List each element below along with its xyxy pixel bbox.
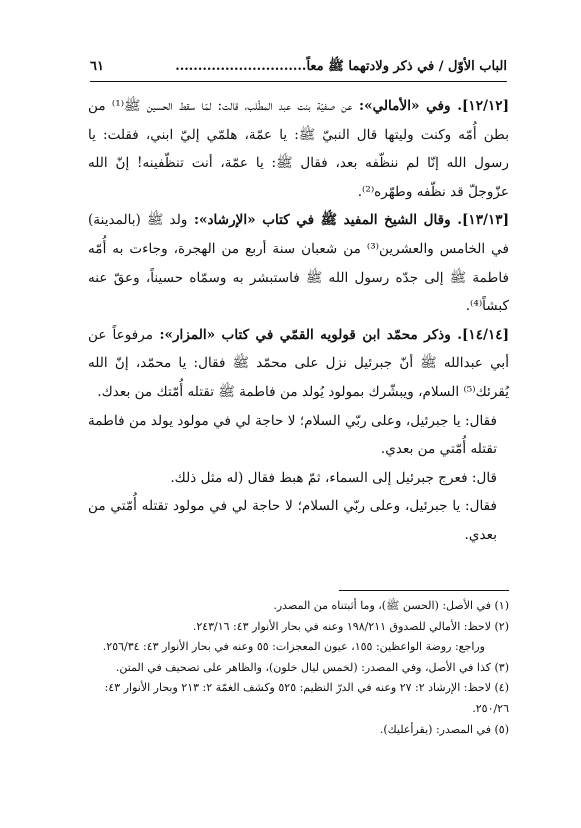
- paragraph-body: فقال: يا جبرئيل، وعلى ربّي السلام؛ لا حاجة لي في مولود يولد من فاطمة تقتله أُمّتي من بعدي.: [88, 412, 497, 458]
- main-text: [88, 92, 509, 550]
- paragraph-body: قال: فعرج جبرئيل إلى السماء، ثمّ هبط فقال (له مثل ذلك.: [170, 469, 497, 486]
- paragraph-12: [88, 92, 509, 206]
- footnote: (٢) لاحظ: الأمالي للصدوق ١٩٨/٢١١ وعنه في بحار الأنوار ٤٣: ٢٤٣/١٦.: [192, 619, 509, 633]
- footnote: (٣) كذا في الأصل، وفي المصدر: (لخمس ليال خلون)، والظاهر على تصحيف في المتن.: [115, 660, 509, 674]
- footnotes: [70, 596, 509, 740]
- running-header: [90, 58, 507, 82]
- footnote: (١) في الأصل: (الحسن ﷺ)، وما أثبتناه من المصدر.: [273, 599, 509, 612]
- footnote: (٤) لاحظ: الإرشاد ٢: ٢٧ وعنه في الدرّ النظيم: ٥٢٥ وكشف الغمّة ٢: ٢١٣ وبحار الأنوار ٤٣: ٢٥٠/٢٦.: [104, 681, 509, 715]
- paragraph-body: عن صفيّة بنت عبد المطّلب، قالت: لمّا سقط الحسين ﷺ⁽¹⁾ من بطن أُمّه وكنت وليتها قال النبيّ ﷺ: يا عمّة، هلمّي إليّ ابني، فقلت: يا رسول الله إنّا لم ننظّفه بعد، فقال ﷺ: يا عمّة، أنت تنظّفينه! إنّ الله عزّوجلّ قد نظّفه وطهّره⁽²⁾.: [88, 98, 509, 200]
- paragraph-14: [88, 321, 509, 407]
- paragraph-body: مرفوعاً عن أبي عبدالله ﷺ أنّ جبرئيل نزل على محمّد ﷺ فقال: يا محمّد، إنّ الله يُقرئك⁽⁵⁾ السلام، ويبشّرك بمولود يُولد من فاطمة ﷺ تقتله أُمّتك من بعدك.: [88, 326, 509, 400]
- paragraph-lead: [١٢/١٢]. وفي «الأمالي»:: [352, 98, 509, 114]
- paragraph-body: ولد ﷺ (بالمدينة) في الخامس والعشرين⁽³⁾ من شعبان سنة أربع من الهجرة، وجاءت به أُمّه فاطمة ﷺ إلى جدّه رسول الله ﷺ فاستبشر به وسمّاه حسيناً، وعقّ عنه كبشاً⁽⁴⁾.: [88, 212, 509, 315]
- page-number: ٦١: [90, 59, 104, 74]
- footnote-divider: [339, 590, 509, 591]
- paragraph-body: فقال: يا جبرئيل، وعلى ربّي السلام؛ لا حاجة لي في مولود تقتله أُمّتي من بعدي.: [88, 498, 497, 543]
- dialogue-paragraph: [88, 407, 509, 464]
- dialogue-paragraph: [88, 464, 509, 493]
- chapter-title: الباب الأوّل / في ذكر ولادتهما ﷺ معاً.............................: [175, 59, 507, 74]
- paragraph-lead: [١٣/١٣]. وقال الشيخ المفيد ﷺ في كتاب «الإرشاد»:: [187, 212, 510, 229]
- footnote: (٥) في المصدر: (يقرأعليك).: [379, 722, 509, 736]
- dialogue-paragraph: [88, 492, 509, 549]
- paragraph-13: [88, 206, 509, 320]
- footnote: وراجع: روضة الواعظين: ١٥٥، عيون المعجزات: ٥٥ وعنه في بحار الأنوار ٤٣: ٢٥٦/٣٤.: [102, 640, 485, 654]
- paragraph-lead: [١٤/١٤]. وذكر محمّد ابن قولويه القمّي في كتاب «المزار»:: [153, 326, 509, 343]
